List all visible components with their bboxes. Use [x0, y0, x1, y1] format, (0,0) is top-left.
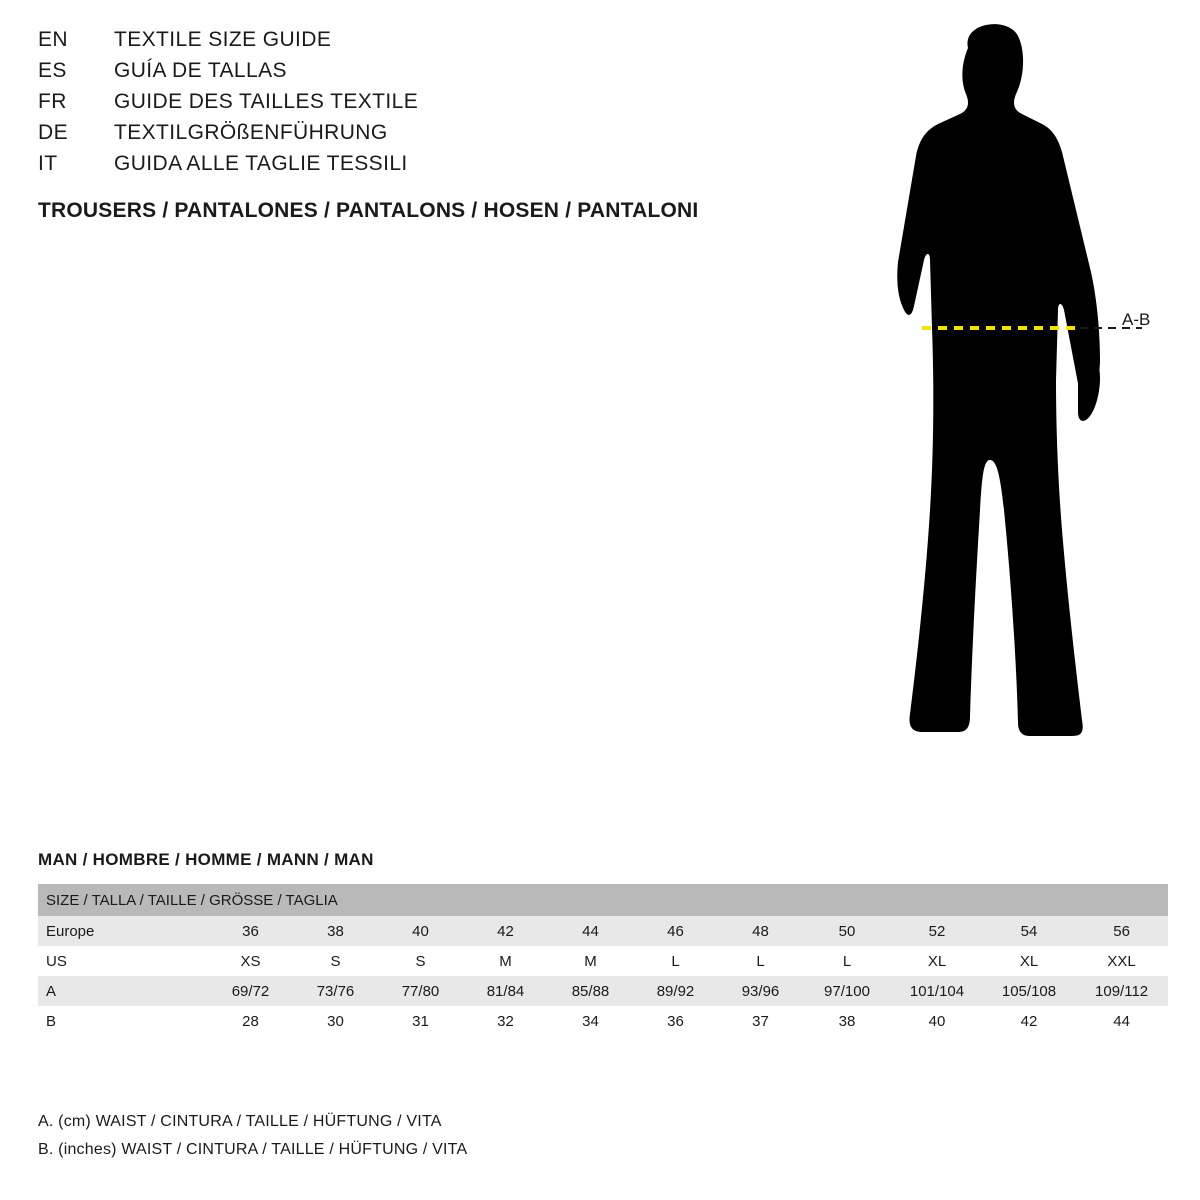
cell: 37	[752, 1012, 769, 1030]
language-row	[38, 90, 798, 121]
cell: M	[584, 952, 597, 970]
row-label: US	[46, 952, 67, 970]
language-title: GUÍA DE TALLAS	[114, 59, 287, 82]
cell: 44	[582, 922, 599, 940]
garment-type-title: TROUSERS / PANTALONES / PANTALONS / HOSEN / PANTALONI	[38, 199, 699, 222]
cell: 28	[242, 1012, 259, 1030]
language-title: TEXTILE SIZE GUIDE	[114, 28, 332, 51]
cell: L	[671, 952, 680, 970]
cell: 30	[327, 1012, 344, 1030]
size-table	[38, 884, 1168, 1036]
cell: 36	[242, 922, 259, 940]
cell: 44	[1113, 1012, 1130, 1030]
ab-measure-label: A-B	[1122, 310, 1151, 329]
cell: 48	[752, 922, 769, 940]
cell: 46	[667, 922, 684, 940]
cell: S	[330, 952, 341, 970]
cell: XL	[927, 952, 947, 970]
table-row	[38, 976, 1168, 1006]
cell: 54	[1020, 922, 1038, 940]
footnote-a: A. (cm) WAIST / CINTURA / TAILLE / HÜFTUNG / VITA	[38, 1113, 442, 1130]
table-row	[38, 1006, 1168, 1036]
cell: 40	[928, 1012, 946, 1030]
cell: 109/112	[1095, 982, 1149, 1000]
table-header-row	[38, 884, 1168, 916]
man-silhouette-figure	[790, 10, 1190, 810]
cell: L	[756, 952, 765, 970]
cell: XXL	[1107, 952, 1136, 970]
language-title: GUIDE DES TAILLES TEXTILE	[114, 90, 419, 113]
row-label: A	[46, 982, 57, 1000]
cell: 32	[497, 1012, 514, 1030]
language-title: TEXTILGRÖßENFÜHRUNG	[114, 121, 388, 144]
table-row	[38, 916, 1168, 946]
silhouette-shape	[897, 24, 1100, 736]
cell: 77/80	[401, 982, 440, 1000]
cell: 42	[1020, 1012, 1038, 1030]
cell: 69/72	[231, 982, 270, 1000]
cell: 38	[327, 922, 344, 940]
language-header-block	[38, 28, 798, 223]
gender-title: MAN / HOMBRE / HOMME / MANN / MAN	[38, 850, 374, 869]
cell: 101/104	[909, 982, 965, 1000]
language-row	[38, 121, 798, 152]
cell: 105/108	[1001, 982, 1057, 1000]
cell: 52	[928, 922, 946, 940]
cell: 93/96	[741, 982, 780, 1000]
cell: 56	[1113, 922, 1130, 940]
table-header-label: SIZE / TALLA / TAILLE / GRÖSSE / TAGLIA	[46, 891, 338, 909]
cell: M	[499, 952, 512, 970]
cell: XL	[1019, 952, 1039, 970]
footnotes-block	[38, 1108, 938, 1164]
row-label: B	[46, 1012, 57, 1030]
cell: 50	[838, 922, 856, 940]
cell: 31	[412, 1012, 429, 1030]
language-code: DE	[38, 121, 68, 144]
language-row	[38, 59, 798, 90]
language-code: FR	[38, 90, 67, 113]
language-code: ES	[38, 59, 67, 82]
cell: 40	[412, 922, 429, 940]
language-row	[38, 152, 798, 183]
cell: 89/92	[656, 982, 695, 1000]
cell: 36	[667, 1012, 684, 1030]
cell: 85/88	[571, 982, 610, 1000]
cell: XS	[240, 952, 261, 970]
cell: L	[842, 952, 852, 970]
cell: 81/84	[486, 982, 525, 1000]
row-label: Europe	[46, 922, 95, 940]
language-code: IT	[38, 152, 58, 175]
cell: 97/100	[824, 982, 870, 1000]
size-table-section	[38, 850, 1168, 1036]
language-code: EN	[38, 28, 68, 51]
language-row	[38, 28, 798, 59]
cell: 34	[582, 1012, 599, 1030]
footnote-b: B. (inches) WAIST / CINTURA / TAILLE / HÜFTUNG / VITA	[38, 1141, 468, 1158]
language-title: GUIDA ALLE TAGLIE TESSILI	[114, 152, 408, 175]
cell: 42	[497, 922, 514, 940]
cell: 73/76	[316, 982, 355, 1000]
table-row	[38, 946, 1168, 976]
cell: 38	[838, 1012, 856, 1030]
cell: S	[415, 952, 426, 970]
